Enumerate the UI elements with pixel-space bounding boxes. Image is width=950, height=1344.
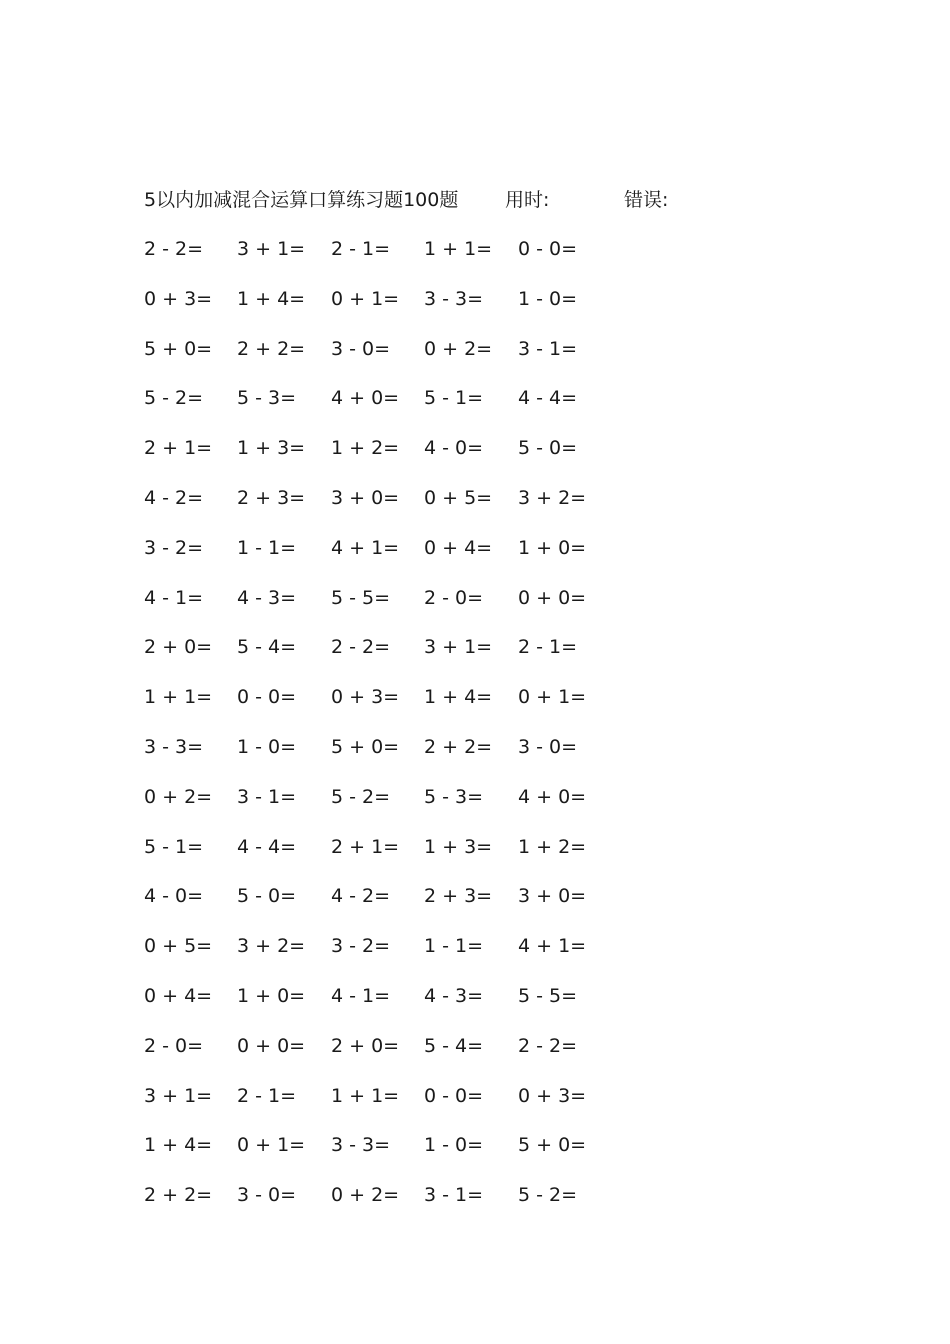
problem-item: 4 + 0=: [331, 387, 400, 410]
problem-item: 0 + 5=: [424, 486, 493, 509]
problem-item: 2 + 3=: [424, 885, 493, 908]
problem-item: 3 + 0=: [331, 486, 400, 509]
problem-item: 5 - 3=: [424, 785, 484, 808]
problem-item: 2 - 1=: [237, 1084, 297, 1107]
problem-item: 4 - 0=: [144, 885, 204, 908]
problem-item: 0 - 0=: [518, 238, 578, 260]
problem-item: 5 - 5=: [331, 586, 391, 609]
problem-item: 3 - 1=: [424, 1184, 484, 1207]
problem-row: [144, 286, 644, 336]
problem-item: 4 - 4=: [237, 835, 297, 858]
problem-item: 2 - 1=: [518, 636, 578, 659]
problem-row: [144, 385, 644, 435]
problem-item: 1 + 0=: [237, 984, 306, 1007]
problem-item: 5 - 3=: [237, 387, 297, 410]
problem-item: 5 - 2=: [518, 1184, 578, 1207]
problem-item: 1 + 3=: [237, 437, 306, 460]
problem-item: 2 - 2=: [144, 238, 204, 260]
problem-item: 5 - 1=: [424, 387, 484, 410]
problem-item: 1 + 4=: [424, 686, 493, 709]
problem-item: 3 + 1=: [237, 238, 306, 260]
problem-item: 0 - 0=: [237, 686, 297, 709]
problem-item: 3 + 0=: [518, 885, 587, 908]
problem-item: 0 + 3=: [144, 287, 213, 310]
worksheet-header: [144, 186, 744, 214]
problem-item: 2 - 2=: [518, 1034, 578, 1057]
problem-item: 2 - 0=: [424, 586, 484, 609]
problem-item: 1 - 1=: [237, 536, 297, 559]
problem-item: 4 - 2=: [144, 486, 204, 509]
problem-item: 3 - 3=: [424, 287, 484, 310]
problem-item: 5 - 2=: [144, 387, 204, 410]
problem-item: 5 + 0=: [144, 337, 213, 360]
problem-item: 3 + 2=: [518, 486, 587, 509]
problem-row: [144, 784, 644, 834]
problem-item: 3 + 2=: [237, 935, 306, 958]
problem-item: 5 - 2=: [331, 785, 391, 808]
problem-item: 3 - 1=: [237, 785, 297, 808]
error-count-label: 错误:: [624, 189, 669, 211]
worksheet-title: 5以内加减混合运算口算练习题100题: [144, 189, 459, 211]
problem-item: 1 + 0=: [518, 536, 587, 559]
problem-item: 1 + 4=: [144, 1134, 213, 1157]
problem-item: 0 - 0=: [424, 1084, 484, 1107]
problem-item: 3 + 1=: [144, 1084, 213, 1107]
problem-row: [144, 485, 644, 535]
problem-row: [144, 435, 644, 485]
problem-item: 1 + 1=: [424, 238, 493, 260]
problem-item: 3 - 3=: [331, 1134, 391, 1157]
problem-item: 4 + 1=: [518, 935, 587, 958]
problem-item: 5 - 4=: [424, 1034, 484, 1057]
problem-item: 0 + 3=: [518, 1084, 587, 1107]
problem-row: [144, 585, 644, 635]
problem-grid: [144, 236, 644, 1232]
problem-item: 2 + 2=: [424, 735, 493, 758]
problem-item: 3 - 3=: [144, 735, 204, 758]
problem-item: 2 + 2=: [144, 1184, 213, 1207]
problem-item: 1 - 1=: [424, 935, 484, 958]
problem-item: 3 - 2=: [144, 536, 204, 559]
problem-item: 4 - 2=: [331, 885, 391, 908]
problem-item: 2 + 0=: [331, 1034, 400, 1057]
problem-item: 2 + 2=: [237, 337, 306, 360]
problem-row: [144, 1182, 644, 1232]
problem-item: 0 + 2=: [144, 785, 213, 808]
problem-item: 5 - 5=: [518, 984, 578, 1007]
problem-item: 3 - 0=: [237, 1184, 297, 1207]
problem-item: 4 - 1=: [144, 586, 204, 609]
problem-item: 1 + 1=: [144, 686, 213, 709]
problem-item: 3 - 2=: [331, 935, 391, 958]
problem-item: 0 + 2=: [424, 337, 493, 360]
problem-row: [144, 1132, 644, 1182]
problem-item: 3 - 0=: [518, 735, 578, 758]
problem-item: 0 + 4=: [424, 536, 493, 559]
problem-row: [144, 883, 644, 933]
problem-item: 0 + 0=: [237, 1034, 306, 1057]
problem-item: 0 + 1=: [331, 287, 400, 310]
problem-item: 0 + 4=: [144, 984, 213, 1007]
problem-item: 2 + 3=: [237, 486, 306, 509]
problem-item: 5 - 0=: [518, 437, 578, 460]
problem-item: 4 - 1=: [331, 984, 391, 1007]
problem-item: 4 - 3=: [237, 586, 297, 609]
problem-item: 2 + 1=: [144, 437, 213, 460]
problem-row: [144, 535, 644, 585]
problem-item: 3 + 1=: [424, 636, 493, 659]
problem-row: [144, 983, 644, 1033]
problem-item: 1 + 1=: [331, 1084, 400, 1107]
problem-item: 4 + 0=: [518, 785, 587, 808]
problem-item: 0 + 0=: [518, 586, 587, 609]
problem-item: 5 - 1=: [144, 835, 204, 858]
problem-item: 5 + 0=: [518, 1134, 587, 1157]
problem-item: 1 + 3=: [424, 835, 493, 858]
problem-item: 0 + 3=: [331, 686, 400, 709]
problem-item: 0 + 5=: [144, 935, 213, 958]
problem-item: 2 + 1=: [331, 835, 400, 858]
problem-row: [144, 734, 644, 784]
problem-row: [144, 634, 644, 684]
problem-item: 5 - 4=: [237, 636, 297, 659]
problem-item: 1 - 0=: [518, 287, 578, 310]
problem-item: 2 - 2=: [331, 636, 391, 659]
problem-row: [144, 933, 644, 983]
problem-item: 5 + 0=: [331, 735, 400, 758]
problem-item: 3 - 1=: [518, 337, 578, 360]
problem-item: 0 + 1=: [518, 686, 587, 709]
problem-row: [144, 1083, 644, 1133]
problem-row: [144, 236, 644, 286]
problem-item: 0 + 1=: [237, 1134, 306, 1157]
problem-item: 4 + 1=: [331, 536, 400, 559]
problem-item: 4 - 4=: [518, 387, 578, 410]
problem-item: 5 - 0=: [237, 885, 297, 908]
problem-row: [144, 684, 644, 734]
problem-item: 1 - 0=: [424, 1134, 484, 1157]
problem-item: 2 + 0=: [144, 636, 213, 659]
problem-item: 2 - 1=: [331, 238, 391, 260]
problem-row: [144, 834, 644, 884]
problem-row: [144, 336, 644, 386]
problem-item: 1 + 2=: [331, 437, 400, 460]
problem-item: 4 - 0=: [424, 437, 484, 460]
problem-item: 3 - 0=: [331, 337, 391, 360]
time-used-label: 用时:: [505, 189, 550, 211]
problem-item: 1 + 4=: [237, 287, 306, 310]
problem-item: 1 - 0=: [237, 735, 297, 758]
problem-item: 1 + 2=: [518, 835, 587, 858]
problem-item: 2 - 0=: [144, 1034, 204, 1057]
problem-item: 4 - 3=: [424, 984, 484, 1007]
problem-item: 0 + 2=: [331, 1184, 400, 1207]
problem-row: [144, 1033, 644, 1083]
